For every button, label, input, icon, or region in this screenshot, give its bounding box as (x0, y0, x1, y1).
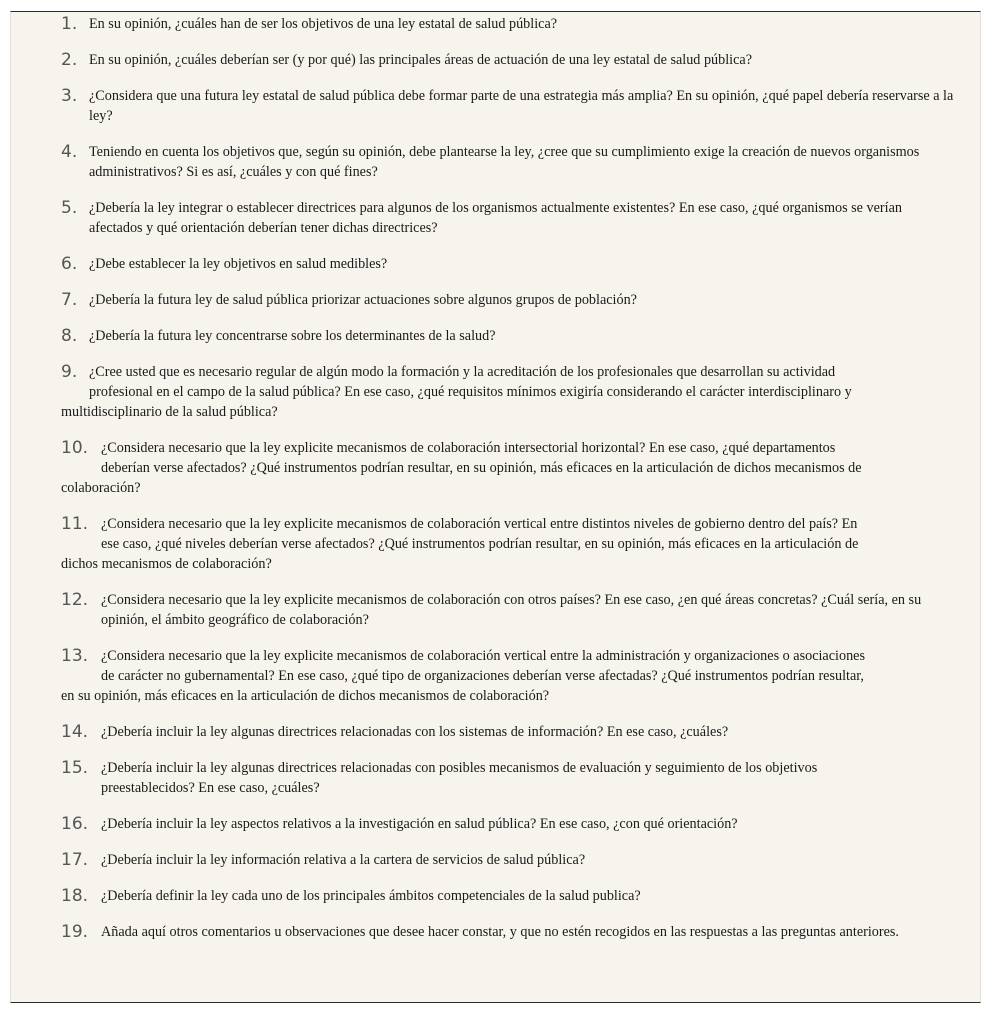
question-text: En su opinión, ¿cuáles deberían ser (y por qué) las principales áreas de actuación de una ley estatal de salud pública? (89, 52, 753, 68)
question-number: 2. (61, 50, 78, 70)
question-number: 1. (61, 14, 78, 34)
question-item (61, 14, 956, 34)
question-text: ¿Debería incluir la ley información relativa a la cartera de servicios de salud pública? (101, 852, 586, 868)
question-item (61, 758, 956, 798)
question-text: ¿Debería la futura ley concentrarse sobre los determinantes de la salud? (89, 328, 496, 344)
question-item (61, 198, 956, 238)
question-text-line: profesional en el campo de la salud pública? En ese caso, ¿qué requisitos mínimos exigiría considerando el carácter interdisciplinaro y (89, 384, 852, 400)
question-item (61, 254, 956, 274)
question-text: Añada aquí otros comentarios u observaciones que desee hacer constar, y que no estén recogidos en las respuestas a las preguntas anteriores. (101, 924, 899, 940)
question-number: 12. (61, 590, 89, 610)
question-text: ¿Debe establecer la ley objetivos en salud medibles? (89, 256, 388, 272)
question-item (61, 922, 956, 942)
question-text-line: multidisciplinario de la salud pública? (61, 404, 278, 420)
question-item (61, 814, 956, 834)
question-number: 11. (61, 514, 89, 534)
question-text: ¿Debería la ley integrar o establecer directrices para algunos de los organismos actualmente existentes? En ese caso, ¿qué organismos se verían afectados y qué orientación deberían tener dichas directrices? (89, 200, 902, 236)
question-item (61, 86, 956, 126)
question-item (61, 438, 956, 498)
question-number: 18. (61, 886, 89, 906)
question-item (61, 722, 956, 742)
question-item (61, 646, 956, 706)
question-number: 8. (61, 326, 78, 346)
question-text-line: ¿Considera necesario que la ley explicite mecanismos de colaboración vertical entre la administración y organizaciones o asociaciones (101, 648, 865, 664)
question-text-line: deberían verse afectados? ¿Qué instrumentos podrían resultar, en su opinión, más eficaces en la articulación de dichos mecanismos de (101, 460, 862, 476)
question-text: ¿Debería incluir la ley algunas directrices relacionadas con posibles mecanismos de evaluación y seguimiento de los objetivos preestablecidos? En ese caso, ¿cuáles? (101, 760, 818, 796)
question-item (61, 142, 956, 182)
question-item (61, 590, 956, 630)
question-text: ¿Debería incluir la ley algunas directrices relacionadas con los sistemas de información? En ese caso, ¿cuáles? (101, 724, 729, 740)
question-text-line: dichos mecanismos de colaboración? (61, 556, 272, 572)
question-item (61, 290, 956, 310)
question-item (61, 886, 956, 906)
question-item (61, 514, 956, 574)
question-text-line: en su opinión, más eficaces en la articulación de dichos mecanismos de colaboración? (61, 688, 550, 704)
question-text: ¿Considera que una futura ley estatal de salud pública debe formar parte de una estrategia más amplia? En su opinión, ¿qué papel debería reservarse a la ley? (89, 88, 954, 124)
question-text: En su opinión, ¿cuáles han de ser los objetivos de una ley estatal de salud pública? (89, 16, 558, 32)
question-number: 16. (61, 814, 89, 834)
question-number: 10. (61, 438, 89, 458)
question-text-line: de carácter no gubernamental? En ese caso, ¿qué tipo de organizaciones deberían verse afectadas? ¿Qué instrumentos podrían resultar, (101, 668, 864, 684)
question-number: 7. (61, 290, 78, 310)
question-text: ¿Debería definir la ley cada uno de los principales ámbitos competenciales de la salud publica? (101, 888, 641, 904)
question-text-line: ¿Considera necesario que la ley explicite mecanismos de colaboración vertical entre distintos niveles de gobierno dentro del país? En (101, 516, 858, 532)
question-text: ¿Debería incluir la ley aspectos relativos a la investigación en salud pública? En ese caso, ¿con qué orientación? (101, 816, 738, 832)
question-number: 17. (61, 850, 89, 870)
question-text-line: ¿Considera necesario que la ley explicite mecanismos de colaboración intersectorial horizontal? En ese caso, ¿qué departamentos (101, 440, 836, 456)
question-item (61, 326, 956, 346)
question-text-line: ese caso, ¿qué niveles deberían verse afectados? ¿Qué instrumentos podrían resultar, en su opinión, más eficaces en la articulación de (101, 536, 859, 552)
question-number: 4. (61, 142, 78, 162)
question-number: 9. (61, 362, 78, 382)
question-number: 3. (61, 86, 78, 106)
question-text-line: colaboración? (61, 480, 141, 496)
question-number: 14. (61, 722, 89, 742)
question-text: ¿Debería la futura ley de salud pública priorizar actuaciones sobre algunos grupos de población? (89, 292, 637, 308)
question-item (61, 850, 956, 870)
question-text-line: ¿Cree usted que es necesario regular de algún modo la formación y la acreditación de los profesionales que desarrollan su actividad (89, 364, 836, 380)
question-number: 19. (61, 922, 89, 942)
question-number: 13. (61, 646, 89, 666)
question-item (61, 50, 956, 70)
question-number: 15. (61, 758, 89, 778)
question-text: Teniendo en cuenta los objetivos que, según su opinión, debe plantearse la ley, ¿cree que su cumplimiento exige la creación de nuevos organismos administrativos? Si es así, ¿cuáles y con qué fines? (89, 144, 920, 180)
question-item (61, 362, 956, 422)
question-text: ¿Considera necesario que la ley explicite mecanismos de colaboración con otros países? En ese caso, ¿en qué áreas concretas? ¿Cuál sería, en su opinión, el ámbito geográfico de colaboración? (101, 592, 922, 628)
question-number: 5. (61, 198, 78, 218)
questionnaire-panel (10, 11, 981, 1003)
question-number: 6. (61, 254, 78, 274)
